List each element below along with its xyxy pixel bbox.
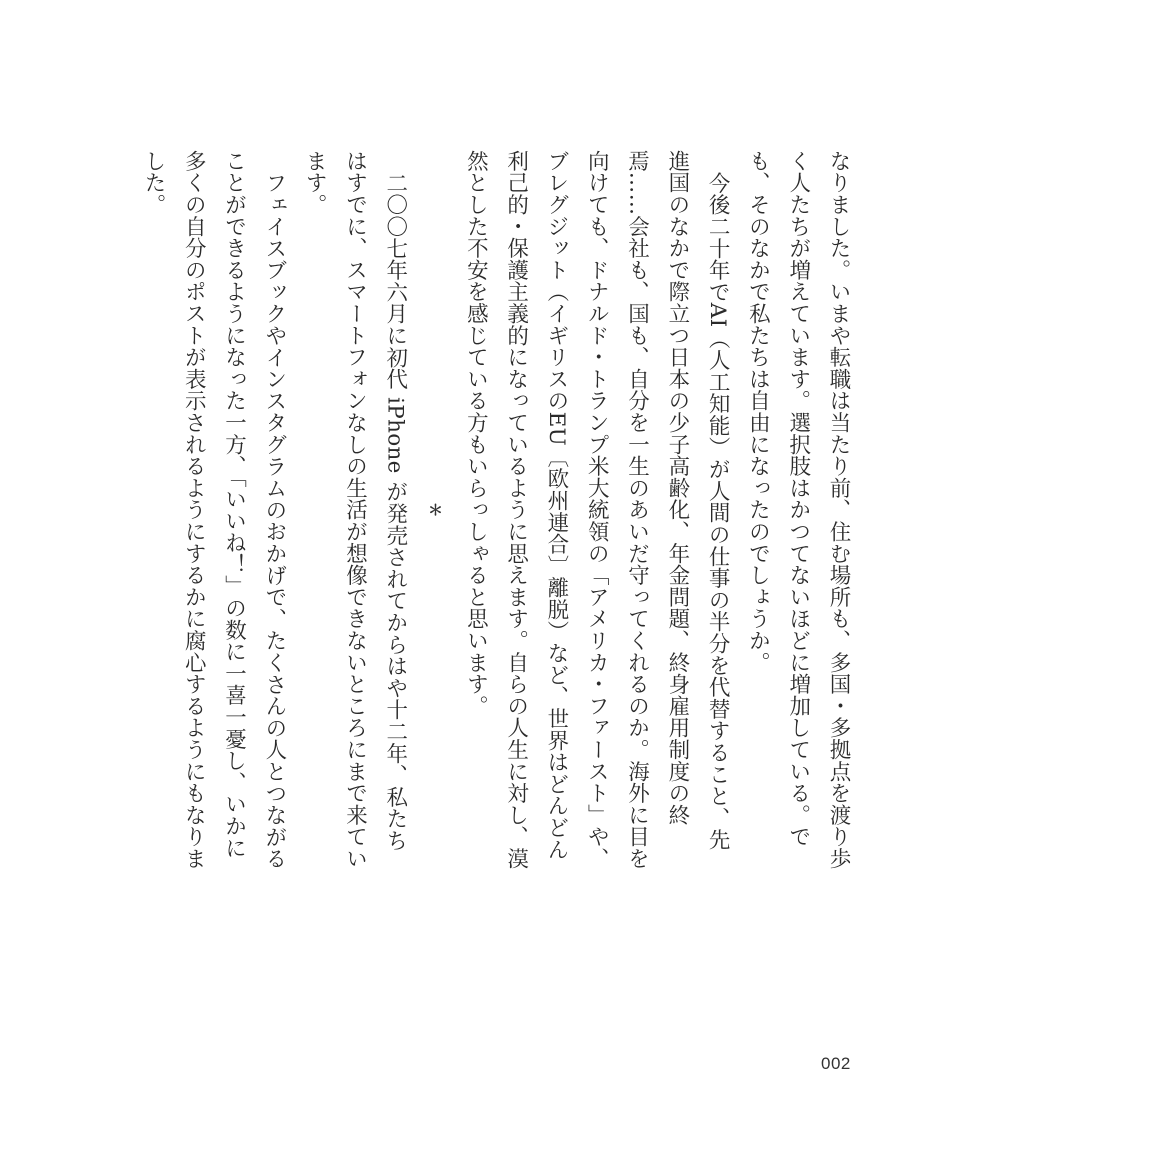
paragraph-2: 今後二十年でAI（人工知能）が人間の仕事の半分を代替すること、先進国のなかで際立つ日本の少子高齢化、年金問題、終身雇用制度の終焉……会社も、国も、自分を一生のあいだ守ってくれるのか。海外に目を向けても、ドナルド・トランプ米大統領の「アメリカ・ファースト」や、ブレグジット（イギリスのEU〔欧州連合〕離脱）など、世界はどんどん利己的・保護主義的になっているように思えます。自らの人生に対し、漠然とした不安を感じている方もいらっしゃると思います。 <box>463 150 731 870</box>
paragraph-4: フェイスブックやインスタグラムのおかげで、たくさんの人とつながることができるようになった一方、「いいね！」の数に一喜一憂し、いかに多くの自分のポストが表示されるようにするかに腐心するようにもなりました。 <box>140 150 287 870</box>
section-separator: ＊ <box>426 502 445 518</box>
page-number: 002 <box>821 1054 851 1073</box>
paragraph-1: なりました。いまや転職は当たり前、住む場所も、多国・多拠点を渡り歩く人たちが増えています。選択肢はかつてないほどに増加している。でも、そのなかで私たちは自由になったのでしょうか。 <box>745 150 851 870</box>
vertical-body-text <box>133 150 858 870</box>
paragraph-3: 二〇〇七年六月に初代 iPhone が発売されてからはや十二年、私たちはすでに、スマートフォンなしの生活が想像できないところにまで来ています。 <box>302 150 408 870</box>
